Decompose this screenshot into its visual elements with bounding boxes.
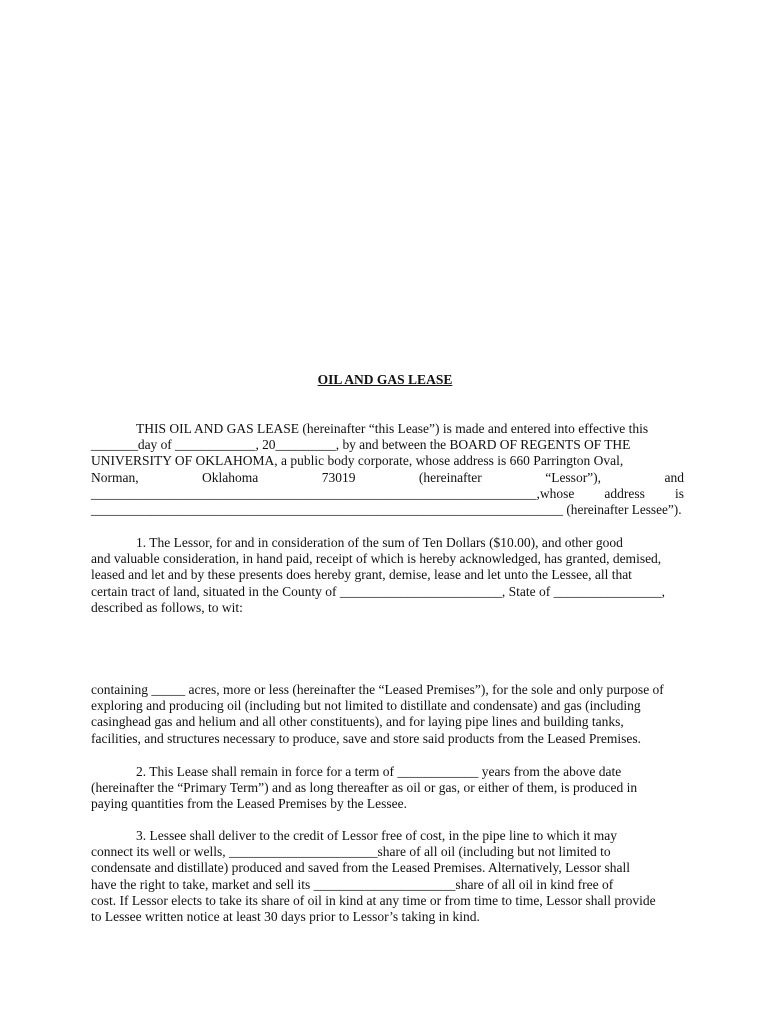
paragraph-3-line: 3. Lessee shall deliver to the credit of Lessor free of cost, in the pipe line to which it may	[136, 828, 617, 843]
paragraph-2	[91, 764, 684, 813]
paragraph-2-line: (hereinafter the “Primary Term”) and as long thereafter as oil or gas, or either of them, is produced in	[91, 780, 638, 796]
containing-line: containing _____ acres, more or less (hereinafter the “Leased Premises”), for the sole and only purpose of	[91, 682, 664, 697]
containing-paragraph	[91, 682, 684, 747]
preamble-line: UNIVERSITY OF OKLAHOMA, a public body corporate, whose address is 660 Parrington Oval,	[91, 453, 624, 469]
preamble-line: _______day of ____________, 20_________, by and between the BOARD OF REGENTS OF THE	[91, 437, 631, 453]
preamble-word: (hereinafter	[418, 469, 482, 485]
preamble-line: _______________________________________________________________________ (hereinafter Lessee”).	[91, 501, 682, 517]
document-title: OIL AND GAS LEASE	[317, 372, 453, 387]
preamble-word: address	[604, 485, 645, 501]
paragraph-3-line: condensate and distillate) produced and saved from the Leased Premises. Alternatively, Lessor shall	[91, 860, 630, 876]
preamble-paragraph	[91, 421, 684, 518]
paragraph-1-line: and valuable consideration, in hand paid, receipt of which is hereby acknowledged, has granted, demised,	[91, 551, 662, 567]
paragraph-3-line: have the right to take, market and sell its _____________________share of all oil in kind free of	[91, 876, 614, 892]
preamble-line-justified	[91, 486, 684, 502]
preamble-line: THIS OIL AND GAS LEASE (hereinafter “this Lease”) is made and entered into effective this	[136, 421, 649, 436]
preamble-word: “Lessor”),	[545, 469, 602, 485]
paragraph-3-line: to Lessee written notice at least 30 days prior to Lessor’s taking in kind.	[91, 908, 480, 924]
preamble-word: Norman,	[91, 469, 139, 485]
paragraph-3-line: connect its well or wells, ______________________share of all oil (including but not limited to	[91, 844, 611, 860]
paragraph-1-line: described as follows, to wit:	[91, 599, 243, 615]
preamble-word: is	[674, 485, 684, 501]
paragraph-2-line: paying quantities from the Leased Premises by the Lessee.	[91, 796, 408, 812]
paragraph-1-line: certain tract of land, situated in the County of ________________________, State of ________________,	[91, 583, 666, 599]
containing-line: casinghead gas and helium and all other constituents), and for laying pipe lines and building tanks,	[91, 714, 624, 730]
paragraph-3	[91, 828, 684, 925]
paragraph-1	[91, 535, 684, 616]
paragraph-2-line: 2. This Lease shall remain in force for a term of ____________ years from the above date	[136, 764, 622, 779]
preamble-word: 73019	[321, 469, 356, 485]
paragraph-3-line: cost. If Lessor elects to take its share of oil in kind at any time or from time to time, Lessor shall provide	[91, 892, 656, 908]
preamble-word: and	[664, 469, 684, 485]
containing-line: facilities, and structures necessary to produce, save and store said products from the Leased Premises.	[91, 730, 641, 746]
paragraph-1-line: 1. The Lessor, for and in consideration of the sum of Ten Dollars ($10.00), and other good	[136, 535, 623, 550]
lessee-blank-whose: __________________________________________________________________,whose	[91, 485, 575, 501]
paragraph-1-line: leased and let and by these presents does hereby grant, demise, lease and let unto the Lessee, all that	[91, 567, 632, 583]
containing-line: exploring and producing oil (including but not limited to distillate and condensate) and gas (including	[91, 698, 641, 714]
preamble-word: Oklahoma	[202, 469, 259, 485]
preamble-line-justified	[91, 470, 684, 486]
